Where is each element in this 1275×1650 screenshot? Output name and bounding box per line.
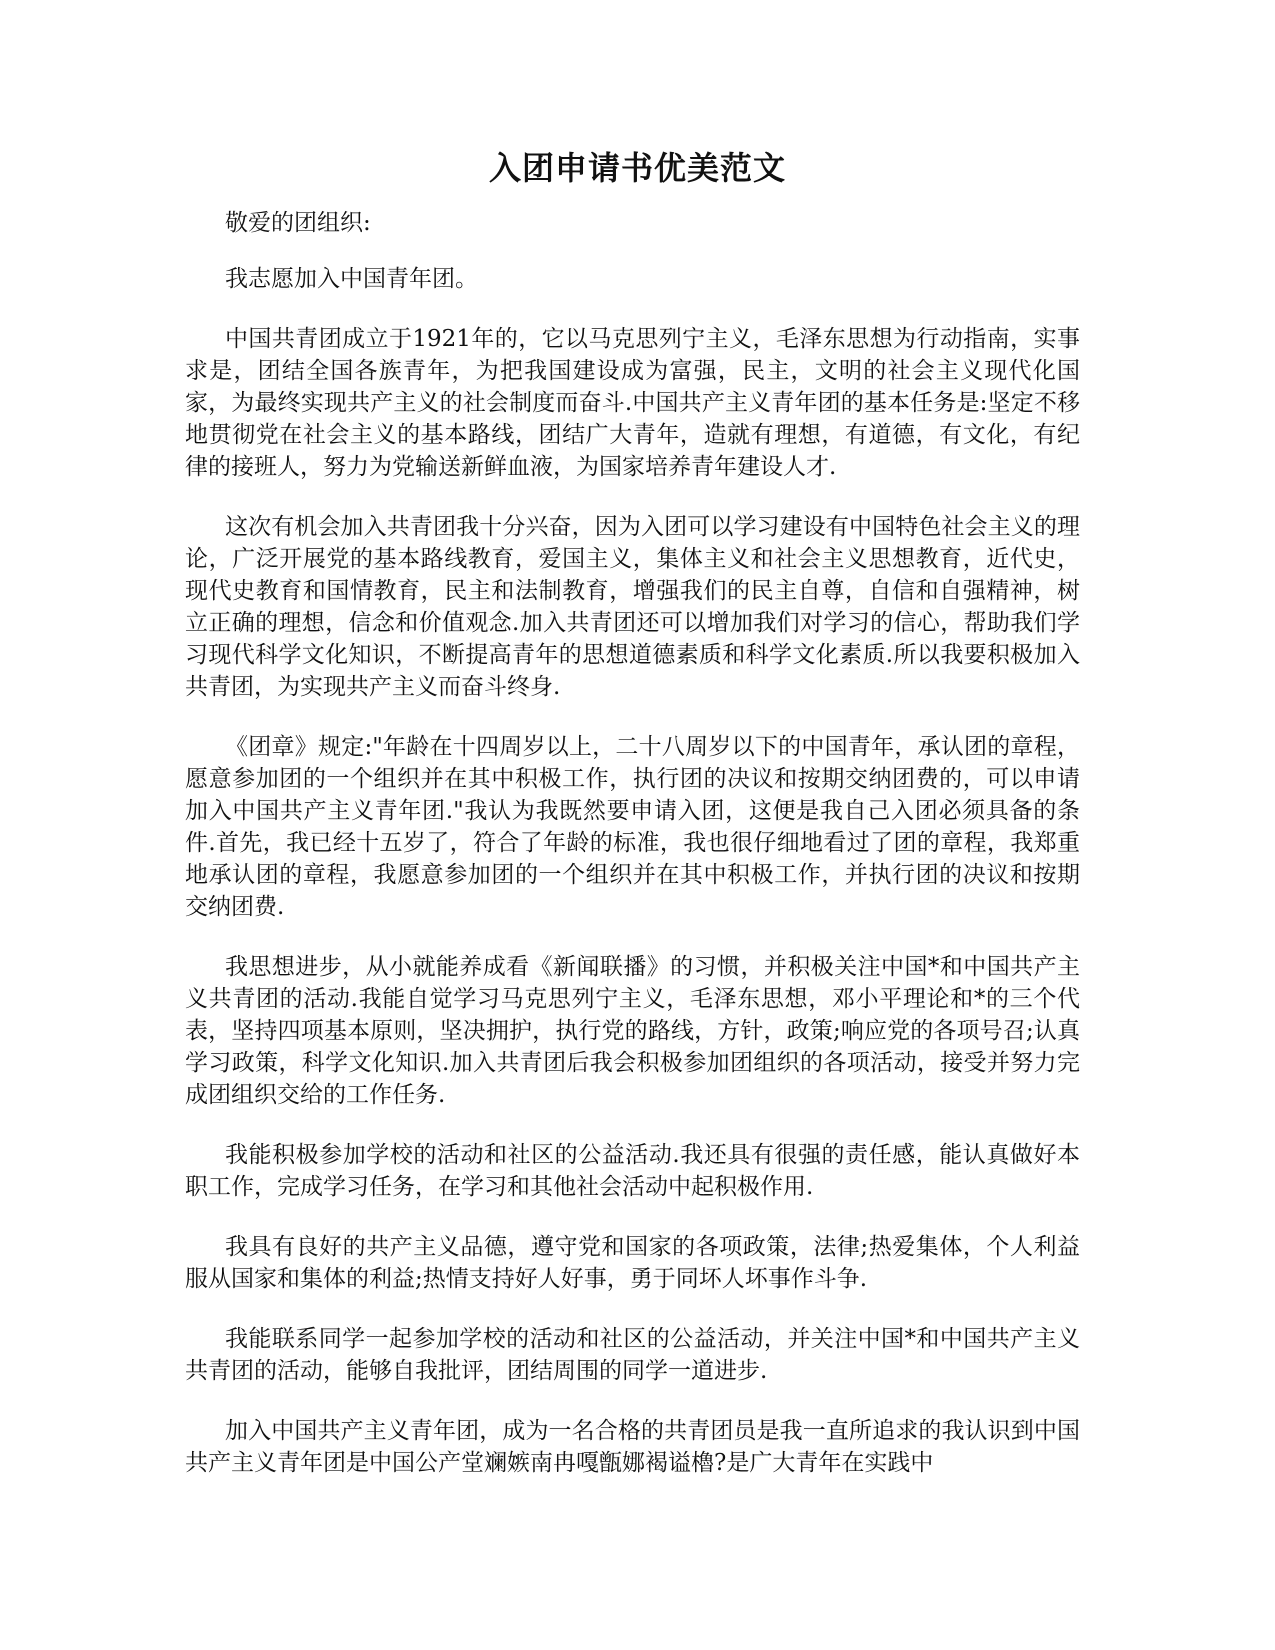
paragraph-3: 这次有机会加入共青团我十分兴奋，因为入团可以学习建设有中国特色社会主义的理论，广泛开展党的基本路线教育，爱国主义，集体主义和社会主义思想教育，近代史，现代史教育和国情教育，民主和法制教育，增强我们的民主自尊，自信和自强精神，树立正确的理想，信念和价值观念.加入共青团还可以增加我们对学习的信心，帮助我们学习现代科学文化知识，不断提高青年的思想道德素质和科学文化素质.所以我要积极加入共青团，为实现共产主义而奋斗终身.	[185, 514, 1080, 700]
document-body	[185, 207, 1080, 1507]
paragraph-5: 我思想进步，从小就能养成看《新闻联播》的习惯，并积极关注中国*和中国共产主义共青团的活动.我能自觉学习马克思列宁主义，毛泽东思想，邓小平理论和*的三个代表，坚持四项基本原则，坚决拥护，执行党的路线，方针，政策;响应党的各项号召;认真学习政策，科学文化知识.加入共青团后我会积极参加团组织的各项活动，接受并努力完成团组织交给的工作任务.	[185, 954, 1080, 1108]
paragraph-6: 我能积极参加学校的活动和社区的公益活动.我还具有很强的责任感，能认真做好本职工作，完成学习任务，在学习和其他社会活动中起积极作用.	[185, 1142, 1080, 1200]
paragraph-9: 加入中国共产主义青年团，成为一名合格的共青团员是我一直所追求的我认识到中国共产主义青年团是中国公产堂斓嫉南冉嘎甑娜褐谥櫓?是广大青年在实践中	[185, 1418, 1080, 1476]
document-title: 入团申请书优美范文	[488, 149, 786, 187]
paragraph-2: 中国共青团成立于1921年的，它以马克思列宁主义，毛泽东思想为行动指南，实事求是，团结全国各族青年，为把我国建设成为富强，民主，文明的社会主义现代化国家，为最终实现共产主义的社会制度而奋斗.中国共产主义青年团的基本任务是:坚定不移地贯彻党在社会主义的基本路线，团结广大青年，造就有理想，有道德，有文化，有纪律的接班人，努力为党输送新鲜血液，为国家培养青年建设人才.	[185, 326, 1080, 480]
paragraph-4: 《团章》规定:"年龄在十四周岁以上，二十八周岁以下的中国青年，承认团的章程，愿意参加团的一个组织并在其中积极工作，执行团的决议和按期交纳团费的，可以申请加入中国共产主义青年团."我认为我既然要申请入团，这便是我自己入团必须具备的条件.首先，我已经十五岁了，符合了年龄的标准，我也很仔细地看过了团的章程，我郑重地承认团的章程，我愿意参加团的一个组织并在其中积极工作，并执行团的决议和按期交纳团费.	[185, 734, 1080, 920]
paragraph-7: 我具有良好的共产主义品德，遵守党和国家的各项政策，法律;热爱集体，个人利益服从国家和集体的利益;热情支持好人好事，勇于同坏人坏事作斗争.	[185, 1234, 1080, 1292]
paragraph-1: 我志愿加入中国青年团。	[225, 266, 478, 292]
salutation: 敬爱的团组织:	[225, 210, 371, 236]
paragraph-8: 我能联系同学一起参加学校的活动和社区的公益活动，并关注中国*和中国共产主义共青团的活动，能够自我批评，团结周围的同学一道进步.	[185, 1326, 1080, 1384]
